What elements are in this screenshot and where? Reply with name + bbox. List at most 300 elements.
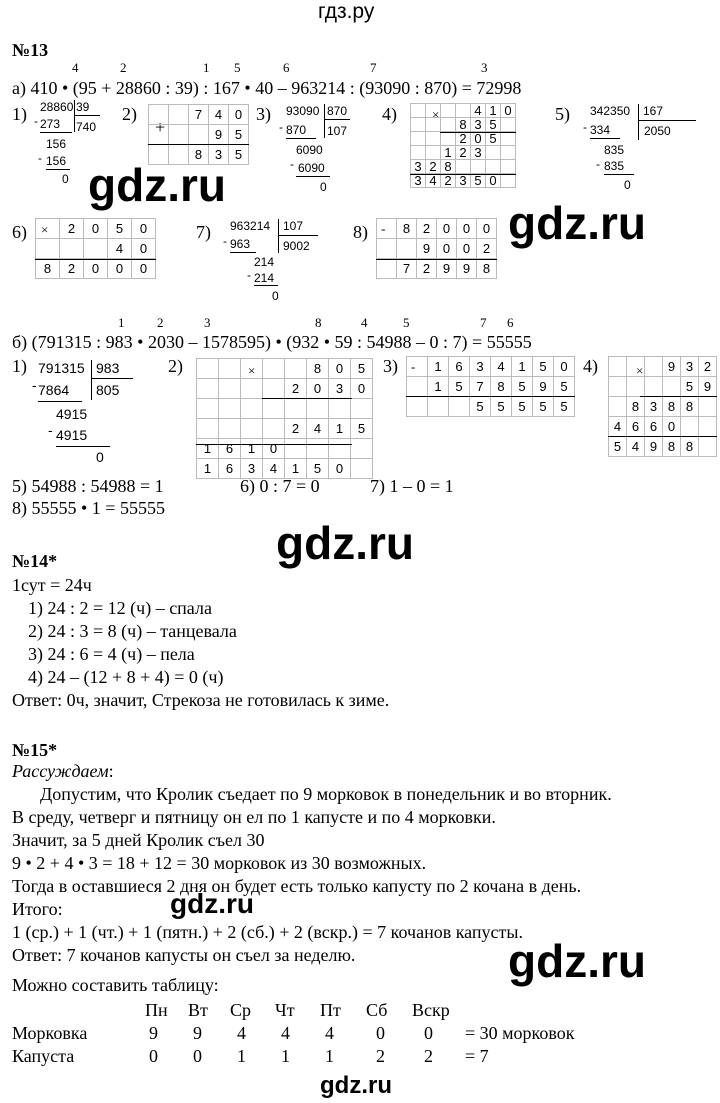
grid-cell bbox=[645, 377, 663, 397]
grid-cell: 0 bbox=[457, 239, 477, 259]
grid-cell: 8 bbox=[307, 359, 329, 379]
quotient: 9002 bbox=[283, 239, 310, 253]
multiplication-grid-a4 bbox=[410, 103, 516, 188]
step-label: 1) bbox=[12, 104, 27, 124]
grid-cell: 8 bbox=[663, 437, 681, 457]
step-label: 8) bbox=[353, 222, 368, 242]
grid-cell: 2 bbox=[417, 219, 437, 239]
grid-cell bbox=[189, 125, 209, 145]
day-header: Чт bbox=[275, 1000, 295, 1020]
grid-cell bbox=[241, 399, 263, 419]
grid-cell: 6 bbox=[219, 439, 241, 459]
grid-cell: 5 bbox=[681, 377, 699, 397]
grid-cell bbox=[263, 419, 285, 439]
grid-cell: 3 bbox=[241, 459, 263, 479]
grid-cell bbox=[627, 357, 645, 377]
grid-cell: 0 bbox=[437, 239, 457, 259]
subtrahend: 214 bbox=[254, 271, 275, 285]
grid-cell: 0 bbox=[663, 417, 681, 437]
order-mark: 5 bbox=[403, 315, 410, 330]
subtrahend: 7864 bbox=[38, 382, 70, 398]
grid-cell bbox=[219, 419, 241, 439]
watermark: gdz.ru bbox=[88, 159, 226, 211]
grid-cell: 3 bbox=[329, 379, 351, 399]
day-header: Ср bbox=[230, 1000, 252, 1020]
grid-cell bbox=[501, 160, 516, 174]
day-header: Сб bbox=[366, 1000, 388, 1020]
grid-cell: 3 bbox=[411, 174, 426, 188]
divisor: 107 bbox=[283, 219, 304, 233]
step-label: 7) bbox=[196, 222, 211, 242]
grid-cell: 8 bbox=[663, 397, 681, 417]
p14-line: 1сут = 24ч bbox=[12, 575, 92, 595]
grid-cell: 0 bbox=[84, 259, 108, 279]
p15-line: Тогда в оставшиеся 2 дня он будет есть только капусту по 2 кочана в день. bbox=[12, 876, 582, 896]
grid-cell: 5 bbox=[351, 419, 373, 439]
grid-cell: 3 bbox=[209, 145, 229, 165]
subtraction-grid-a8 bbox=[376, 218, 497, 279]
order-mark: 7 bbox=[480, 315, 487, 330]
grid-cell bbox=[627, 377, 645, 397]
order-mark: 1 bbox=[203, 60, 210, 75]
grid-cell bbox=[329, 399, 351, 419]
grid-cell: 1 bbox=[428, 377, 449, 397]
op-sign: × bbox=[636, 363, 644, 378]
grid-cell: 0 bbox=[471, 132, 486, 146]
grid-cell bbox=[456, 104, 471, 118]
subtrahend: 156 bbox=[46, 154, 67, 168]
grid-cell: 5 bbox=[470, 397, 491, 417]
op-sign: × bbox=[248, 363, 256, 378]
grid-cell bbox=[285, 359, 307, 379]
grid-cell: 0 bbox=[486, 174, 501, 188]
grid-cell: 0 bbox=[351, 379, 373, 399]
grid-cell bbox=[426, 132, 441, 146]
grid-cell bbox=[149, 105, 169, 125]
grid-cell: 2 bbox=[417, 259, 437, 279]
grid-cell: 0 bbox=[437, 219, 457, 239]
subtrahend: 963 bbox=[230, 237, 251, 251]
watermark: gdz.ru bbox=[320, 1072, 392, 1099]
op-sign: × bbox=[432, 107, 440, 122]
grid-cell bbox=[36, 219, 60, 239]
grid-cell bbox=[501, 132, 516, 146]
subtraction-grid-b3 bbox=[406, 356, 575, 417]
grid-cell bbox=[377, 219, 397, 239]
grid-cell bbox=[681, 417, 699, 437]
grid-cell: 5 bbox=[449, 377, 470, 397]
grid-cell bbox=[411, 132, 426, 146]
row-label: Морковка bbox=[12, 1023, 88, 1043]
reasoning-label bbox=[12, 761, 114, 781]
step-label: 3) bbox=[383, 356, 398, 376]
step-b5: 5) 54988 : 54988 = 1 bbox=[12, 476, 164, 496]
grid-cell: 4 bbox=[108, 239, 132, 259]
grid-cell: 5 bbox=[491, 397, 512, 417]
grid-cell bbox=[197, 419, 219, 439]
expression-b: б) (791315 : 983 • 2030 – 1578595) • (932 • 59 : 54988 – 0 : 7) = 55555 bbox=[12, 332, 532, 352]
p14-line: 1) 24 : 2 = 12 (ч) – спала bbox=[28, 598, 212, 618]
cell: 4 bbox=[325, 1023, 334, 1043]
grid-cell bbox=[84, 239, 108, 259]
cell: 0 bbox=[193, 1046, 202, 1066]
grid-cell bbox=[169, 105, 189, 125]
step-label: 3) bbox=[256, 104, 271, 124]
grid-cell: 9 bbox=[699, 377, 717, 397]
grid-cell: 6 bbox=[627, 417, 645, 437]
step-b6: 6) 0 : 7 = 0 bbox=[240, 476, 320, 496]
p14-answer: Ответ: 0ч, значит, Стрекоза не готовилась к зиме. bbox=[12, 690, 390, 710]
grid-cell bbox=[263, 379, 285, 399]
grid-cell bbox=[486, 160, 501, 174]
grid-cell: 5 bbox=[108, 219, 132, 239]
remainder: 0 bbox=[320, 180, 327, 194]
grid-cell: 8 bbox=[477, 259, 497, 279]
grid-cell: 4 bbox=[627, 437, 645, 457]
dividend: 28860 bbox=[40, 100, 74, 114]
grid-cell: 0 bbox=[229, 105, 249, 125]
step-label: 1) bbox=[12, 356, 27, 376]
dividend: 963214 bbox=[230, 219, 271, 233]
subtrahend: 4915 bbox=[56, 427, 88, 443]
divisor: 167 bbox=[643, 104, 664, 118]
subtrahend: 6090 bbox=[298, 161, 325, 175]
grid-cell: 1 bbox=[512, 357, 533, 377]
remainder: 214 bbox=[254, 255, 275, 269]
grid-cell: 4 bbox=[209, 105, 229, 125]
grid-cell: 0 bbox=[501, 104, 516, 118]
cell: 2 bbox=[424, 1046, 433, 1066]
grid-cell: 2 bbox=[60, 259, 84, 279]
op-sign: - bbox=[411, 359, 416, 374]
op-sign: × bbox=[41, 222, 49, 237]
grid-cell: 0 bbox=[554, 357, 575, 377]
grid-cell bbox=[411, 104, 426, 118]
grid-cell bbox=[471, 160, 486, 174]
p14-line: 3) 24 : 6 = 4 (ч) – пела bbox=[28, 644, 195, 664]
cell: 1 bbox=[281, 1046, 290, 1066]
step-label: 2) bbox=[122, 104, 137, 124]
grid-cell bbox=[351, 399, 373, 419]
step-label: 4) bbox=[583, 356, 598, 376]
expression-a: а) 410 • (95 + 28860 : 39) : 167 • 40 – 963214 : (93090 : 870) = 72998 bbox=[12, 78, 522, 98]
grid-cell bbox=[219, 379, 241, 399]
grid-cell bbox=[486, 146, 501, 160]
grid-cell bbox=[407, 377, 428, 397]
grid-cell: 4 bbox=[491, 357, 512, 377]
grid-cell bbox=[169, 125, 189, 145]
remainder: 156 bbox=[46, 137, 67, 151]
grid-cell: 1 bbox=[197, 459, 219, 479]
grid-cell bbox=[428, 397, 449, 417]
grid-cell bbox=[699, 417, 717, 437]
order-mark: 5 bbox=[234, 60, 241, 75]
problem-13-title: №13 bbox=[12, 40, 49, 60]
remainder: 6090 bbox=[296, 143, 323, 157]
step-label: 2) bbox=[168, 356, 183, 376]
grid-cell bbox=[149, 125, 169, 145]
grid-cell bbox=[645, 357, 663, 377]
remainder: 0 bbox=[624, 178, 631, 192]
grid-cell: 8 bbox=[627, 397, 645, 417]
divisor: 983 bbox=[96, 360, 120, 376]
quotient: 805 bbox=[96, 382, 120, 398]
grid-cell: 3 bbox=[456, 174, 471, 188]
grid-cell: 1 bbox=[241, 439, 263, 459]
addition-grid-a2 bbox=[148, 104, 249, 165]
step-label: 6) bbox=[12, 222, 27, 242]
cell: 9 bbox=[149, 1023, 158, 1043]
grid-cell: 8 bbox=[441, 160, 456, 174]
multiplication-grid-b2 bbox=[196, 358, 373, 479]
reasoning-word: Рассуждаем bbox=[12, 761, 109, 781]
grid-cell: 8 bbox=[36, 259, 60, 279]
grid-cell: 9 bbox=[645, 437, 663, 457]
grid-cell: 6 bbox=[449, 357, 470, 377]
grid-cell: 2 bbox=[60, 219, 84, 239]
op-sign: - bbox=[381, 221, 386, 236]
order-mark: 8 bbox=[315, 315, 322, 330]
grid-cell: 9 bbox=[437, 259, 457, 279]
watermark: gdz.ru bbox=[508, 197, 646, 249]
problem-14-title: №14* bbox=[12, 551, 58, 571]
cell: 1 bbox=[325, 1046, 334, 1066]
grid-cell bbox=[441, 118, 456, 132]
step-b7: 7) 1 – 0 = 1 bbox=[370, 476, 454, 496]
op-sign: + bbox=[155, 117, 166, 137]
reasoning-colon: : bbox=[108, 761, 114, 781]
grid-cell bbox=[609, 357, 627, 377]
order-mark: 2 bbox=[120, 60, 127, 75]
grid-cell bbox=[426, 118, 441, 132]
grid-cell: 2 bbox=[426, 160, 441, 174]
grid-cell bbox=[197, 399, 219, 419]
cell: 4 bbox=[281, 1023, 290, 1043]
grid-cell: 4 bbox=[426, 174, 441, 188]
grid-cell bbox=[699, 397, 717, 417]
remainder: 4915 bbox=[56, 406, 88, 422]
grid-cell: 5 bbox=[512, 377, 533, 397]
grid-cell: 0 bbox=[457, 219, 477, 239]
quotient: 740 bbox=[76, 120, 97, 134]
quotient: 2050 bbox=[644, 124, 671, 138]
order-mark: 3 bbox=[481, 60, 488, 75]
grid-cell bbox=[60, 239, 84, 259]
grid-cell: 7 bbox=[397, 259, 417, 279]
grid-cell: 2 bbox=[477, 239, 497, 259]
grid-cell: 0 bbox=[132, 219, 156, 239]
grid-cell bbox=[426, 146, 441, 160]
grid-cell bbox=[351, 439, 373, 459]
grid-cell bbox=[663, 377, 681, 397]
subtrahend: 273 bbox=[40, 117, 61, 131]
grid-cell: 0 bbox=[84, 219, 108, 239]
grid-cell: 5 bbox=[229, 125, 249, 145]
grid-cell bbox=[241, 379, 263, 399]
grid-cell: 5 bbox=[554, 377, 575, 397]
step-b8: 8) 55555 • 1 = 55555 bbox=[12, 498, 165, 518]
grid-cell: 4 bbox=[471, 104, 486, 118]
day-header: Вт bbox=[188, 1000, 208, 1020]
grid-cell: 3 bbox=[471, 146, 486, 160]
subtrahend: 835 bbox=[604, 159, 625, 173]
grid-cell bbox=[377, 239, 397, 259]
watermark: gdz.ru bbox=[170, 888, 254, 919]
p15-line: Допустим, что Кролик съедает по 9 морковок в понедельник и во вторник. bbox=[40, 784, 612, 804]
grid-cell: 3 bbox=[471, 118, 486, 132]
grid-cell: 0 bbox=[132, 239, 156, 259]
order-mark: 7 bbox=[370, 60, 377, 75]
grid-cell: 3 bbox=[411, 160, 426, 174]
p15-line: 1 (ср.) + 1 (чт.) + 1 (пятн.) + 2 (сб.) + 2 (вскр.) = 7 кочанов капусты. bbox=[12, 922, 524, 942]
grid-cell: 2 bbox=[699, 357, 717, 377]
p14-line: 4) 24 – (12 + 8 + 4) = 0 (ч) bbox=[28, 667, 224, 687]
grid-cell: 2 bbox=[285, 379, 307, 399]
order-mark: 2 bbox=[157, 315, 164, 330]
grid-cell: 2 bbox=[456, 146, 471, 160]
p15-line: В среду, четверг и пятницу он ел по 1 капусте и по 4 морковки. bbox=[12, 807, 496, 827]
row-label: Капуста bbox=[12, 1046, 75, 1066]
cell: 0 bbox=[376, 1023, 385, 1043]
grid-cell bbox=[241, 419, 263, 439]
grid-cell: 5 bbox=[486, 118, 501, 132]
site-header: гдз.ру bbox=[318, 0, 375, 23]
step-label: 5) bbox=[555, 104, 570, 124]
multiplication-grid-a6 bbox=[35, 218, 156, 279]
remainder: 835 bbox=[604, 143, 625, 157]
grid-cell bbox=[501, 118, 516, 132]
dividend: 791315 bbox=[38, 360, 85, 376]
grid-cell: 5 bbox=[554, 397, 575, 417]
remainder: 0 bbox=[272, 289, 279, 303]
grid-cell bbox=[441, 132, 456, 146]
dividend: 93090 bbox=[286, 104, 320, 118]
grid-cell bbox=[501, 174, 516, 188]
grid-cell bbox=[377, 259, 397, 279]
grid-cell bbox=[285, 439, 307, 459]
grid-cell: 8 bbox=[397, 219, 417, 239]
grid-cell: 7 bbox=[470, 377, 491, 397]
grid-cell bbox=[501, 146, 516, 160]
p15-line: Можно составить таблицу: bbox=[12, 975, 219, 995]
divisor: 870 bbox=[327, 104, 348, 118]
grid-cell: 9 bbox=[417, 239, 437, 259]
grid-cell bbox=[197, 359, 219, 379]
grid-cell: 4 bbox=[609, 417, 627, 437]
grid-cell: 0 bbox=[132, 259, 156, 279]
p15-line: 9 • 2 + 4 • 3 = 18 + 12 = 30 морковок из 30 возможных. bbox=[12, 853, 427, 873]
subtrahend: 870 bbox=[286, 123, 307, 137]
grid-cell bbox=[241, 359, 263, 379]
grid-cell bbox=[263, 359, 285, 379]
grid-cell: 4 bbox=[263, 459, 285, 479]
step-label: 4) bbox=[382, 104, 397, 124]
grid-cell: 0 bbox=[329, 459, 351, 479]
grid-cell bbox=[397, 239, 417, 259]
grid-cell bbox=[407, 397, 428, 417]
cell: 4 bbox=[237, 1023, 246, 1043]
grid-cell: 5 bbox=[609, 437, 627, 457]
grid-cell bbox=[449, 397, 470, 417]
grid-cell bbox=[219, 399, 241, 419]
grid-cell: 0 bbox=[477, 219, 497, 239]
grid-cell bbox=[263, 399, 285, 419]
grid-cell: 2 bbox=[285, 419, 307, 439]
cell: 9 bbox=[193, 1023, 202, 1043]
order-mark: 6 bbox=[507, 315, 514, 330]
grid-cell bbox=[426, 104, 441, 118]
grid-cell: 0 bbox=[329, 359, 351, 379]
order-mark: 1 bbox=[118, 315, 125, 330]
p15-answer: Ответ: 7 кочанов капусты он съел за неделю. bbox=[12, 945, 356, 965]
cell: 2 bbox=[376, 1046, 385, 1066]
grid-cell bbox=[307, 439, 329, 459]
grid-cell: 9 bbox=[663, 357, 681, 377]
grid-cell: 7 bbox=[189, 105, 209, 125]
grid-cell bbox=[441, 104, 456, 118]
grid-cell: 5 bbox=[471, 174, 486, 188]
grid-cell: 6 bbox=[219, 459, 241, 479]
grid-cell: 5 bbox=[307, 459, 329, 479]
grid-cell bbox=[411, 146, 426, 160]
grid-cell: 0 bbox=[307, 379, 329, 399]
grid-cell bbox=[329, 439, 351, 459]
grid-cell: 1 bbox=[428, 357, 449, 377]
day-header: Вскр bbox=[412, 1000, 450, 1020]
grid-cell: 3 bbox=[681, 357, 699, 377]
grid-cell: 8 bbox=[456, 118, 471, 132]
watermark: gdz.ru bbox=[508, 935, 646, 987]
grid-cell bbox=[609, 397, 627, 417]
day-header: Пн bbox=[145, 1000, 168, 1020]
grid-cell: 5 bbox=[229, 145, 249, 165]
order-mark: 4 bbox=[361, 315, 368, 330]
subtrahend: 334 bbox=[590, 123, 611, 137]
grid-cell: 5 bbox=[512, 397, 533, 417]
grid-cell: 5 bbox=[351, 359, 373, 379]
grid-cell bbox=[197, 379, 219, 399]
grid-cell bbox=[609, 377, 627, 397]
grid-cell: 5 bbox=[486, 132, 501, 146]
grid-cell: 4 bbox=[307, 419, 329, 439]
grid-cell bbox=[219, 359, 241, 379]
grid-cell: 1 bbox=[329, 419, 351, 439]
watermark: gdz.ru bbox=[276, 517, 414, 569]
grid-cell: 8 bbox=[189, 145, 209, 165]
grid-cell: 2 bbox=[441, 174, 456, 188]
order-mark: 4 bbox=[72, 60, 79, 75]
p14-line: 2) 24 : 3 = 8 (ч) – танцевала bbox=[28, 621, 237, 641]
grid-cell bbox=[699, 437, 717, 457]
remainder: 0 bbox=[62, 172, 69, 186]
grid-cell bbox=[456, 160, 471, 174]
grid-cell: 1 bbox=[486, 104, 501, 118]
order-mark: 3 bbox=[204, 315, 211, 330]
grid-cell: 8 bbox=[491, 377, 512, 397]
grid-cell: 1 bbox=[285, 459, 307, 479]
grid-cell: 1 bbox=[441, 146, 456, 160]
grid-cell: 8 bbox=[681, 437, 699, 457]
grid-cell: 5 bbox=[533, 397, 554, 417]
cell: 1 bbox=[237, 1046, 246, 1066]
row-total: = 7 bbox=[465, 1046, 489, 1066]
dividend: 342350 bbox=[590, 104, 631, 118]
grid-cell: 0 bbox=[108, 259, 132, 279]
grid-cell bbox=[285, 399, 307, 419]
grid-cell bbox=[307, 399, 329, 419]
grid-cell: 8 bbox=[681, 397, 699, 417]
row-total: = 30 морковок bbox=[465, 1023, 575, 1043]
